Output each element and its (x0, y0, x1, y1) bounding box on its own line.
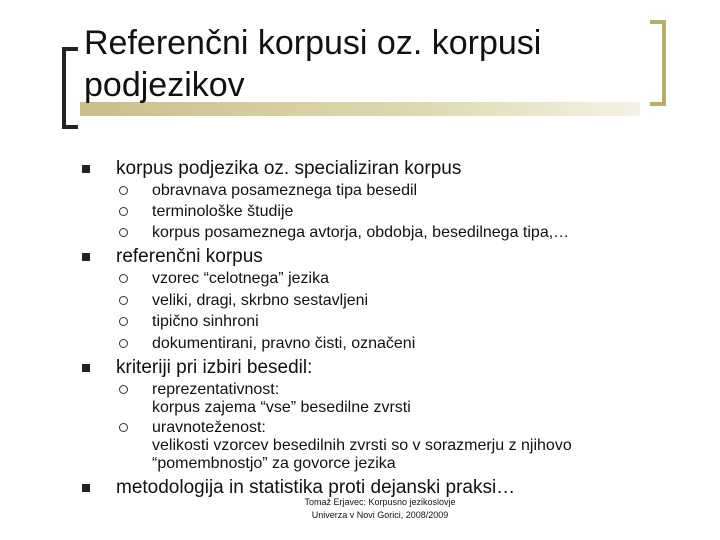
circle-bullet-icon (119, 186, 128, 195)
circle-bullet-icon (119, 385, 128, 394)
footer-institution: Univerza v Novi Gorici, 2008/2009 (311, 510, 449, 520)
bullet-item: korpus podjezika oz. specializiran korpus (116, 158, 462, 179)
circle-bullet-icon (119, 296, 128, 305)
footer-author: Tomaž Erjavec: Korpusno jezikoslovje (304, 497, 456, 507)
sub-bullet-item: uravnoteženost: (152, 419, 266, 436)
sub-bullet-continuation: “pomembnostjo” za govorce jezika (152, 455, 396, 472)
circle-bullet-icon (119, 317, 128, 326)
circle-bullet-icon (119, 423, 128, 432)
slide-footer (230, 496, 530, 522)
square-bullet-icon (82, 165, 90, 173)
sub-bullet-item: dokumentirani, pravno čisti, označeni (152, 335, 416, 352)
circle-bullet-icon (119, 228, 128, 237)
sub-bullet-item: reprezentativnost: (152, 381, 280, 398)
sub-bullet-item: veliki, dragi, skrbno sestavljeni (152, 292, 369, 309)
square-bullet-icon (82, 484, 90, 492)
sub-bullet-item: vzorec “celotnega” jezika (152, 270, 329, 287)
bullet-item: kriteriji pri izbiri besedil: (116, 357, 313, 378)
circle-bullet-icon (119, 274, 128, 283)
sub-bullet-item: terminološke študije (152, 203, 294, 220)
circle-bullet-icon (119, 207, 128, 216)
sub-bullet-continuation: korpus zajema “vse” besedilne zvrsti (152, 399, 411, 416)
sub-bullet-item: tipično sinhroni (152, 313, 259, 330)
bullet-item: referenčni korpus (116, 246, 263, 267)
square-bullet-icon (82, 253, 90, 261)
sub-bullet-continuation: velikosti vzorcev besedilnih zvrsti so v sorazmerju z njihovo (152, 437, 572, 454)
slide-title: Referenčni korpusi oz. korpusi podjezikov (84, 24, 542, 104)
circle-bullet-icon (119, 339, 128, 348)
square-bullet-icon (82, 364, 90, 372)
sub-bullet-item: obravnava posameznega tipa besedil (152, 182, 418, 199)
bullet-item: metodologija in statistika proti dejanski praksi… (116, 477, 516, 498)
sub-bullet-item: korpus posameznega avtorja, obdobja, besedilnega tipa,… (152, 224, 570, 241)
